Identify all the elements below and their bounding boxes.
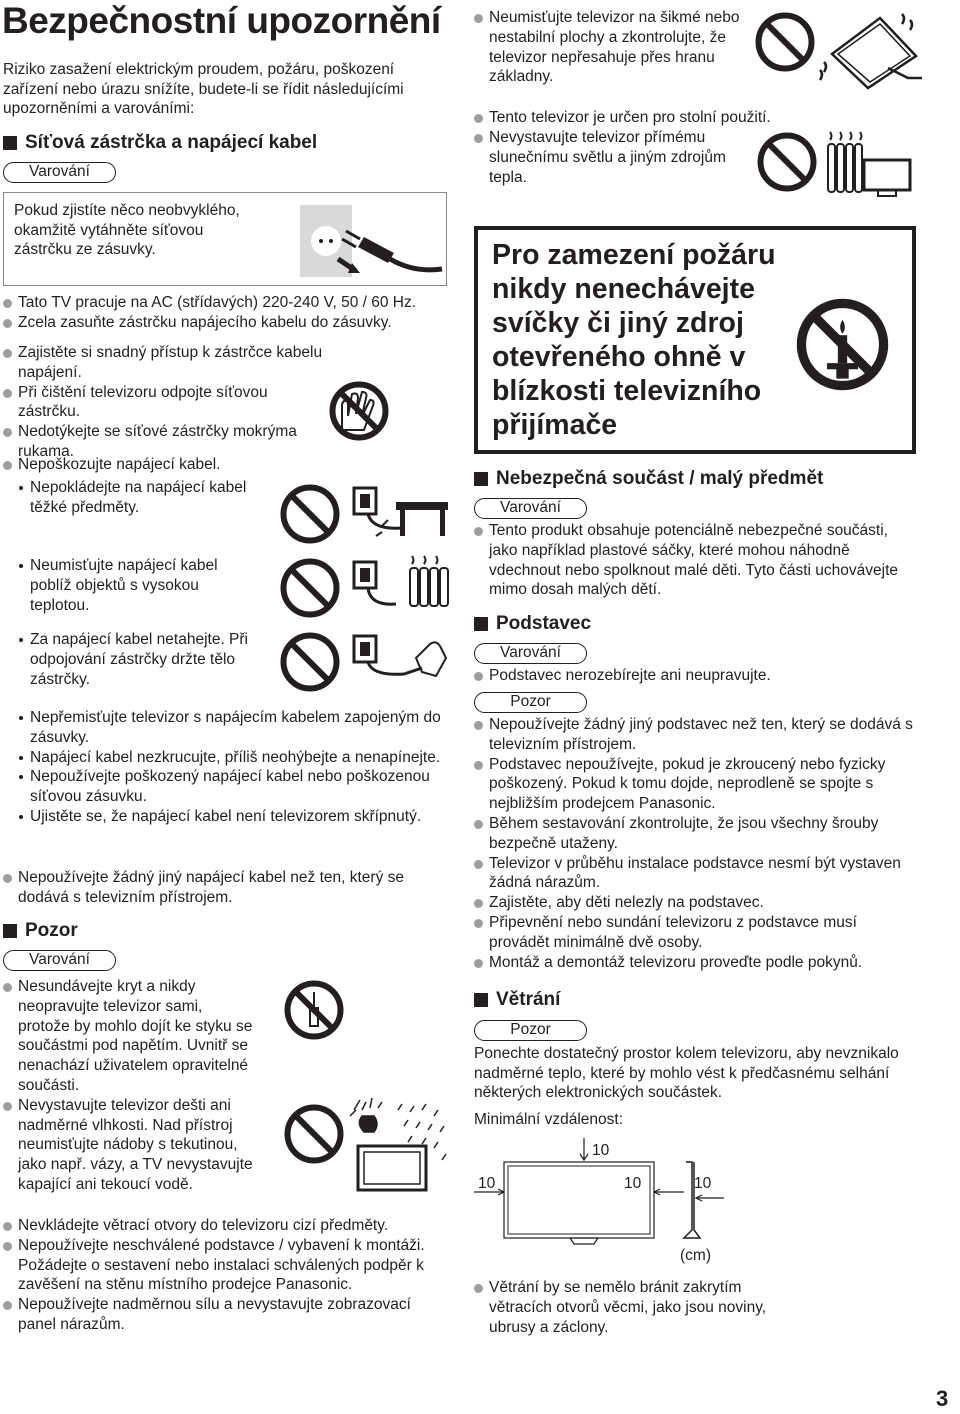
dim-left: 10 — [478, 1175, 496, 1192]
sub-list-3 — [14, 630, 254, 689]
list-item: Montáž a demontáž televizoru proveďte podle pokynů. — [474, 953, 914, 973]
stand-heading — [474, 613, 591, 635]
mains-warning-badge: Varování — [3, 162, 116, 183]
stand-caution-list — [474, 715, 914, 972]
list-item: Nepoužívejte žádný jiný podstavec než ten, který se dodává s televizním přístrojem. — [474, 715, 914, 755]
list-item: Ujistěte se, že napájecí kabel není televizorem skřípnutý. — [14, 807, 454, 827]
ventilation-text: Ponechte dostatečný prostor kolem televizoru, aby nevznikalo nadměrné teplo, které by mohlo vést k předčasnému selhání některých elektronických součástek. — [474, 1045, 899, 1101]
no-sign-icon — [757, 132, 821, 196]
section-square-icon — [474, 617, 488, 631]
list-item: Za napájecí kabel netahejte. Při odpojování zástrčky držte tělo zástrčky. — [14, 630, 254, 689]
list-item: Nevystavujte televizor dešti ani nadměrné vlhkosti. Nad přístroj neumisťujte nádoby s tekutinou, jako např. vázy, a TV nevystavujte kapající ani tekoucí vodě. — [3, 1096, 258, 1195]
no-sign-icon — [280, 484, 340, 544]
ac-list — [3, 293, 448, 333]
no-sign-icon — [284, 1104, 344, 1164]
ventilation-heading — [474, 989, 560, 1011]
unplug-illustration-icon — [294, 201, 444, 281]
list-item: Nesundávejte kryt a nikdy neopravujte televizor sami, protože by mohlo dojít ke styku se součástmi pod napětím. Uvnitř se nenachází uživatelem opravitelné součásti. — [3, 977, 258, 1096]
list-item: Zajistěte si snadný přístup k zástrčce kabelu napájení. — [3, 343, 333, 383]
heavy-object-on-cable-icon — [352, 480, 452, 538]
tabletop-list — [474, 108, 814, 128]
section-square-icon — [3, 136, 17, 150]
page-number: 3 — [936, 1386, 949, 1411]
heater-tv-icon — [826, 126, 916, 200]
list-item: Při čištění televizoru odpojte síťovou zástrčku. — [3, 383, 333, 423]
stand-warning-badge: Varování — [474, 643, 587, 664]
list-item: Větrání by se nemělo bránit zakrytím větracích otvorů věcmi, jako jsou noviny, ubrusy a záclony. — [474, 1278, 774, 1337]
no-wet-hands-icon — [328, 380, 390, 442]
caution-list-2 — [3, 1216, 448, 1335]
list-item: Nepoužívejte nadměrnou sílu a nevystavujte zobrazovací panel nárazům. — [3, 1295, 448, 1335]
list-item: Televizor v průběhu instalace podstavce nesmí být vystaven žádná nárazům. — [474, 854, 914, 894]
heater-near-cable-icon — [352, 554, 452, 614]
unit-label: (cm) — [680, 1247, 711, 1264]
heat-list — [474, 128, 744, 187]
pull-cable-icon — [352, 628, 452, 694]
caution-heading-text: Pozor — [25, 920, 78, 941]
min-distance-label: Minimální vzdálenost: — [474, 1111, 624, 1128]
placement-list — [474, 8, 744, 87]
caution-heading — [3, 920, 78, 942]
list-item: Tento produkt obsahuje potenciálně nebezpečné součásti, jako například plastové sáčky, které mohou náhodně vdechnout nebo spolknout malé děti. Tyto části uchovávejte mimo dosah malých dětí. — [474, 521, 904, 600]
list-item: Nevkládejte větrací otvory do televizoru cizí předměty. — [3, 1216, 448, 1236]
list-item: Nepoužívejte žádný jiný napájecí kabel než ten, který se dodává s televizním přístrojem. — [3, 868, 453, 908]
unplug-box — [3, 192, 447, 286]
fire-warning-box — [474, 226, 916, 454]
list-item: Nedotýkejte se síťové zástrčky mokrýma rukama. — [3, 422, 333, 462]
mains-heading — [3, 132, 317, 154]
list-item: Tento televizor je určen pro stolní použití. — [474, 108, 814, 128]
stand-warning-list — [474, 666, 914, 686]
tilted-tv-icon — [818, 10, 928, 80]
list-item: Nepoužívejte neschválené podstavce / vybavení k montáži. Požádejte o sestavení nebo instalaci schválených podpěr k zavěšení na stěnu místního prodejce Panasonic. — [3, 1236, 448, 1295]
sub-list-1 — [14, 478, 254, 518]
small-parts-heading — [474, 468, 823, 490]
dim-back: 10 — [694, 1175, 712, 1192]
unplug-text: Pokud zjistíte něco neobvyklého, okamžitě vytáhněte síťovou zástrčku ze zásuvky. — [14, 202, 240, 258]
list-item: Tato TV pracuje na AC (střídavých) 220-240 V, 50 / 60 Hz. — [3, 293, 448, 313]
other-cable-list — [3, 868, 453, 908]
mains-heading-text: Síťová zástrčka a napájecí kabel — [25, 132, 318, 153]
section-square-icon — [3, 924, 17, 938]
small-parts-list — [474, 521, 904, 600]
caution-warning-badge: Varování — [3, 950, 116, 971]
list-item: Během sestavování zkontrolujte, že jsou všechny šrouby bezpečně utaženy. — [474, 814, 914, 854]
list-item: Zajistěte, aby děti nelezly na podstavec. — [474, 893, 914, 913]
damage-list — [3, 455, 303, 475]
ventilation-heading-text: Větrání — [496, 989, 561, 1010]
list-item: Nevystavujte televizor přímému slunečnímu světlu a jiným zdrojům tepla. — [474, 128, 744, 187]
no-sign-icon — [280, 632, 340, 692]
fire-warning-text: Pro zamezení požáru nikdy nenechávejte svíčky či jiný zdroj otevřeného ohně v blízkosti televizního přijímače — [492, 239, 776, 441]
list-item: Podstavec nerozebírejte ani neupravujte. — [474, 666, 914, 686]
cable-sub-list — [14, 708, 454, 827]
sub-list-2 — [14, 556, 254, 615]
small-parts-warning-badge: Varování — [474, 498, 587, 519]
no-screwdriver-icon — [284, 980, 344, 1040]
ventilation-caution-badge: Pozor — [474, 1020, 587, 1041]
water-vase-icon — [342, 1096, 452, 1196]
list-item: Neumisťujte televizor na šikmé nebo nestabilní plochy a zkontrolujte, že televizor nepřesahuje přes hranu základny. — [474, 8, 744, 87]
no-candle-icon — [796, 298, 892, 394]
no-sign-icon — [280, 558, 340, 618]
ventilation-list — [474, 1278, 774, 1337]
access-list — [3, 343, 333, 462]
intro-text: Riziko zasažení elektrickým proudem, požáru, poškození zařízení nebo úrazu snížíte, budete-li se řídit následujícími upozorněními a varováními: — [3, 61, 404, 117]
section-square-icon — [474, 993, 488, 1007]
list-item: Nepřemisťujte televizor s napájecím kabelem zapojeným do zásuvky. — [14, 708, 454, 748]
list-item: Podstavec nepoužívejte, pokud je zkroucený nebo fyzicky poškozený. Pokud k tomu dojde, neprodleně se spojte s nejbližším prodejcem Panasonic. — [474, 755, 914, 814]
no-sign-icon — [755, 12, 819, 76]
list-item: Nepoškozujte napájecí kabel. — [3, 455, 303, 475]
list-item: Připevnění nebo sundání televizoru z podstavce musí provádět minimálně dvě osoby. — [474, 913, 914, 953]
page-title: Bezpečnostní upozornění — [2, 0, 441, 41]
list-item: Zcela zasuňte zástrčku napájecího kabelu do zásuvky. — [3, 313, 448, 333]
stand-heading-text: Podstavec — [496, 613, 592, 634]
caution-list-1 — [3, 977, 258, 1195]
stand-caution-badge: Pozor — [474, 692, 587, 713]
list-item: Nepokládejte na napájecí kabel těžké předměty. — [14, 478, 254, 518]
section-square-icon — [474, 472, 488, 486]
list-item: Neumisťujte napájecí kabel poblíž objektů s vysokou teplotou. — [14, 556, 254, 615]
small-parts-heading-text: Nebezpečná součást / malý předmět — [496, 468, 824, 489]
list-item: Napájecí kabel nezkrucujte, příliš neohýbejte a nenapínejte. — [14, 748, 454, 768]
dim-top: 10 — [592, 1142, 610, 1159]
list-item: Nepoužívejte poškozený napájecí kabel nebo poškozenou síťovou zásuvku. — [14, 767, 454, 807]
dim-right: 10 — [624, 1175, 642, 1192]
